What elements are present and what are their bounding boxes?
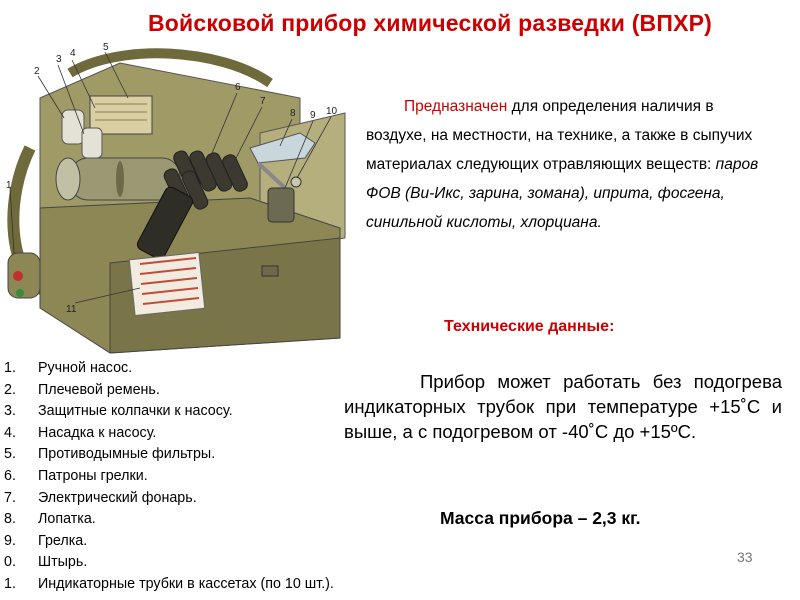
parts-list-label: Грелка. bbox=[38, 532, 88, 549]
parts-list-label: Плечевой ремень. bbox=[38, 381, 160, 398]
parts-list-item bbox=[0, 380, 334, 402]
parts-list-item bbox=[0, 401, 334, 423]
parts-list-label: Противодымные фильтры. bbox=[38, 446, 216, 463]
parts-list-item bbox=[0, 488, 334, 510]
parts-list-number: 8. bbox=[4, 511, 16, 528]
parts-list-label: Индикаторные трубки в кассетах (по 10 шт.). bbox=[38, 575, 334, 592]
agents-list: паров ФОВ (Ви-Икс, зарина, зомана), иприта, фосгена, синильной кислоты, хлорциана. bbox=[366, 156, 759, 231]
parts-list-item bbox=[0, 444, 334, 466]
callout-7: 7 bbox=[260, 96, 266, 107]
callout-9: 9 bbox=[310, 110, 316, 121]
parts-list-item bbox=[0, 531, 334, 553]
callout-5: 5 bbox=[103, 42, 109, 53]
callout-11: 11 bbox=[66, 304, 77, 315]
callout-8: 8 bbox=[290, 108, 296, 119]
slide-title: Войсковой прибор химической разведки (ВПХР) bbox=[147, 10, 713, 36]
purpose-paragraph bbox=[366, 92, 768, 237]
parts-list-number: 1. bbox=[4, 360, 16, 376]
parts-list-number: 0. bbox=[4, 554, 16, 571]
parts-list-item bbox=[0, 509, 334, 531]
purpose-lead: Предназначен bbox=[404, 98, 508, 115]
parts-list-number: 3. bbox=[4, 403, 16, 420]
vphr-device-illustration bbox=[0, 38, 350, 358]
parts-list bbox=[0, 358, 334, 596]
page-number: 33 bbox=[737, 549, 753, 565]
parts-list-number: 5. bbox=[4, 446, 16, 463]
callout-4: 4 bbox=[70, 48, 76, 59]
parts-list-number: 1. bbox=[4, 575, 16, 592]
parts-list-label: Штырь. bbox=[38, 554, 88, 571]
callout-10: 10 bbox=[326, 106, 338, 117]
tech-data-heading: Технические данные: bbox=[444, 318, 615, 335]
parts-list-number: 2. bbox=[4, 381, 16, 398]
parts-list-item bbox=[0, 574, 334, 596]
parts-list-item bbox=[0, 358, 334, 380]
purpose-body: для определения наличия в воздухе, на местности, на технике, а также в сыпучих материалах следующих отравляющих веществ: bbox=[366, 98, 753, 173]
parts-list-item bbox=[0, 552, 334, 574]
parts-list-label: Электрический фонарь. bbox=[38, 489, 197, 506]
callout-1: 1 bbox=[6, 180, 12, 191]
parts-list-label: Лопатка. bbox=[38, 511, 96, 528]
tech-data-text: Прибор может работать без подогрева индикаторных трубок при температуре +15˚С и выше, а с подогревом от -40˚С до +15ºС. bbox=[344, 371, 782, 442]
parts-list-label: Защитные колпачки к насосу. bbox=[38, 403, 233, 420]
parts-list-item bbox=[0, 423, 334, 445]
parts-list-number: 7. bbox=[4, 489, 16, 506]
parts-list-label: Насадка к насосу. bbox=[38, 424, 157, 441]
parts-list-number: 6. bbox=[4, 467, 16, 484]
callout-6: 6 bbox=[235, 82, 241, 93]
parts-list-label: Ручной насос. bbox=[38, 360, 133, 376]
parts-list-number: 9. bbox=[4, 532, 16, 549]
tech-data-paragraph bbox=[344, 369, 782, 444]
parts-list-number: 4. bbox=[4, 424, 16, 441]
callout-2: 2 bbox=[34, 66, 40, 77]
callout-3: 3 bbox=[56, 54, 62, 65]
parts-list-item bbox=[0, 466, 334, 488]
parts-list-label: Патроны грелки. bbox=[38, 467, 148, 484]
device-mass: Масса прибора – 2,3 кг. bbox=[440, 508, 641, 528]
